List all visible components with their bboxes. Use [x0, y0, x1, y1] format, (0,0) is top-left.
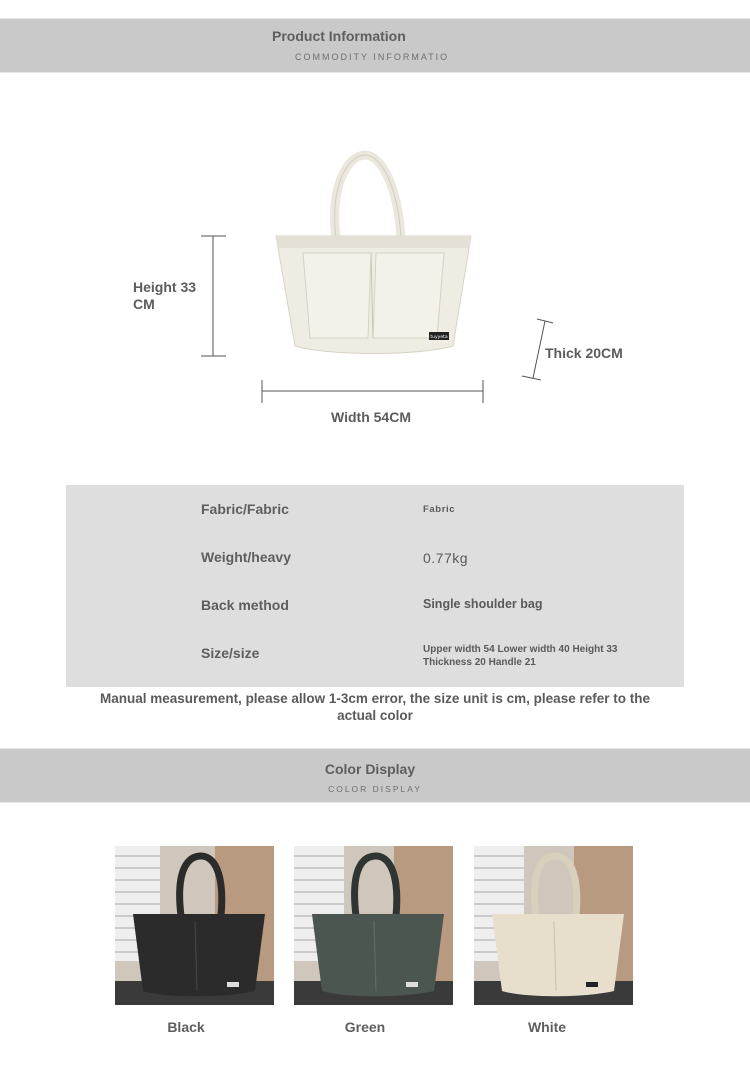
spec-value-weight: 0.77kg	[423, 550, 469, 566]
color-swatch-green[interactable]	[294, 846, 453, 1005]
color-section-title: Color Display	[324, 761, 416, 777]
section-subtitle: COMMODITY INFORMATIO	[295, 52, 450, 62]
section-title: Product Information	[272, 28, 406, 44]
bag-tag-text: tuyyeta	[430, 335, 448, 340]
color-swatch-white[interactable]	[474, 846, 633, 1005]
width-label: Width 54CM	[331, 409, 411, 425]
color-label-green: Green	[344, 1019, 386, 1035]
spec-key-weight: Weight/heavy	[201, 549, 291, 565]
spec-key-back-method: Back method	[201, 597, 289, 613]
tote-bag-image	[268, 148, 478, 363]
spec-key-fabric: Fabric/Fabric	[201, 501, 289, 517]
thick-label: Thick 20CM	[545, 345, 623, 361]
color-swatch-black[interactable]	[115, 846, 274, 1005]
spec-value-back-method: Single shoulder bag	[423, 597, 543, 611]
color-section-subtitle: COLOR DISPLAY	[328, 784, 422, 794]
color-label-white: White	[527, 1019, 567, 1035]
color-label-black: Black	[167, 1019, 205, 1035]
spec-value-fabric: Fabric	[423, 504, 456, 515]
spec-key-size: Size/size	[201, 645, 260, 661]
color-display-banner	[0, 748, 750, 803]
height-label: Height 33 CM	[133, 279, 197, 312]
spec-value-size: Upper width 54 Lower width 40 Height 33 Thickness 20 Handle 21	[423, 644, 618, 668]
measurement-note: Manual measurement, please allow 1-3cm error, the size unit is cm, please refer to the actual color	[100, 691, 650, 723]
spec-table	[66, 485, 684, 687]
